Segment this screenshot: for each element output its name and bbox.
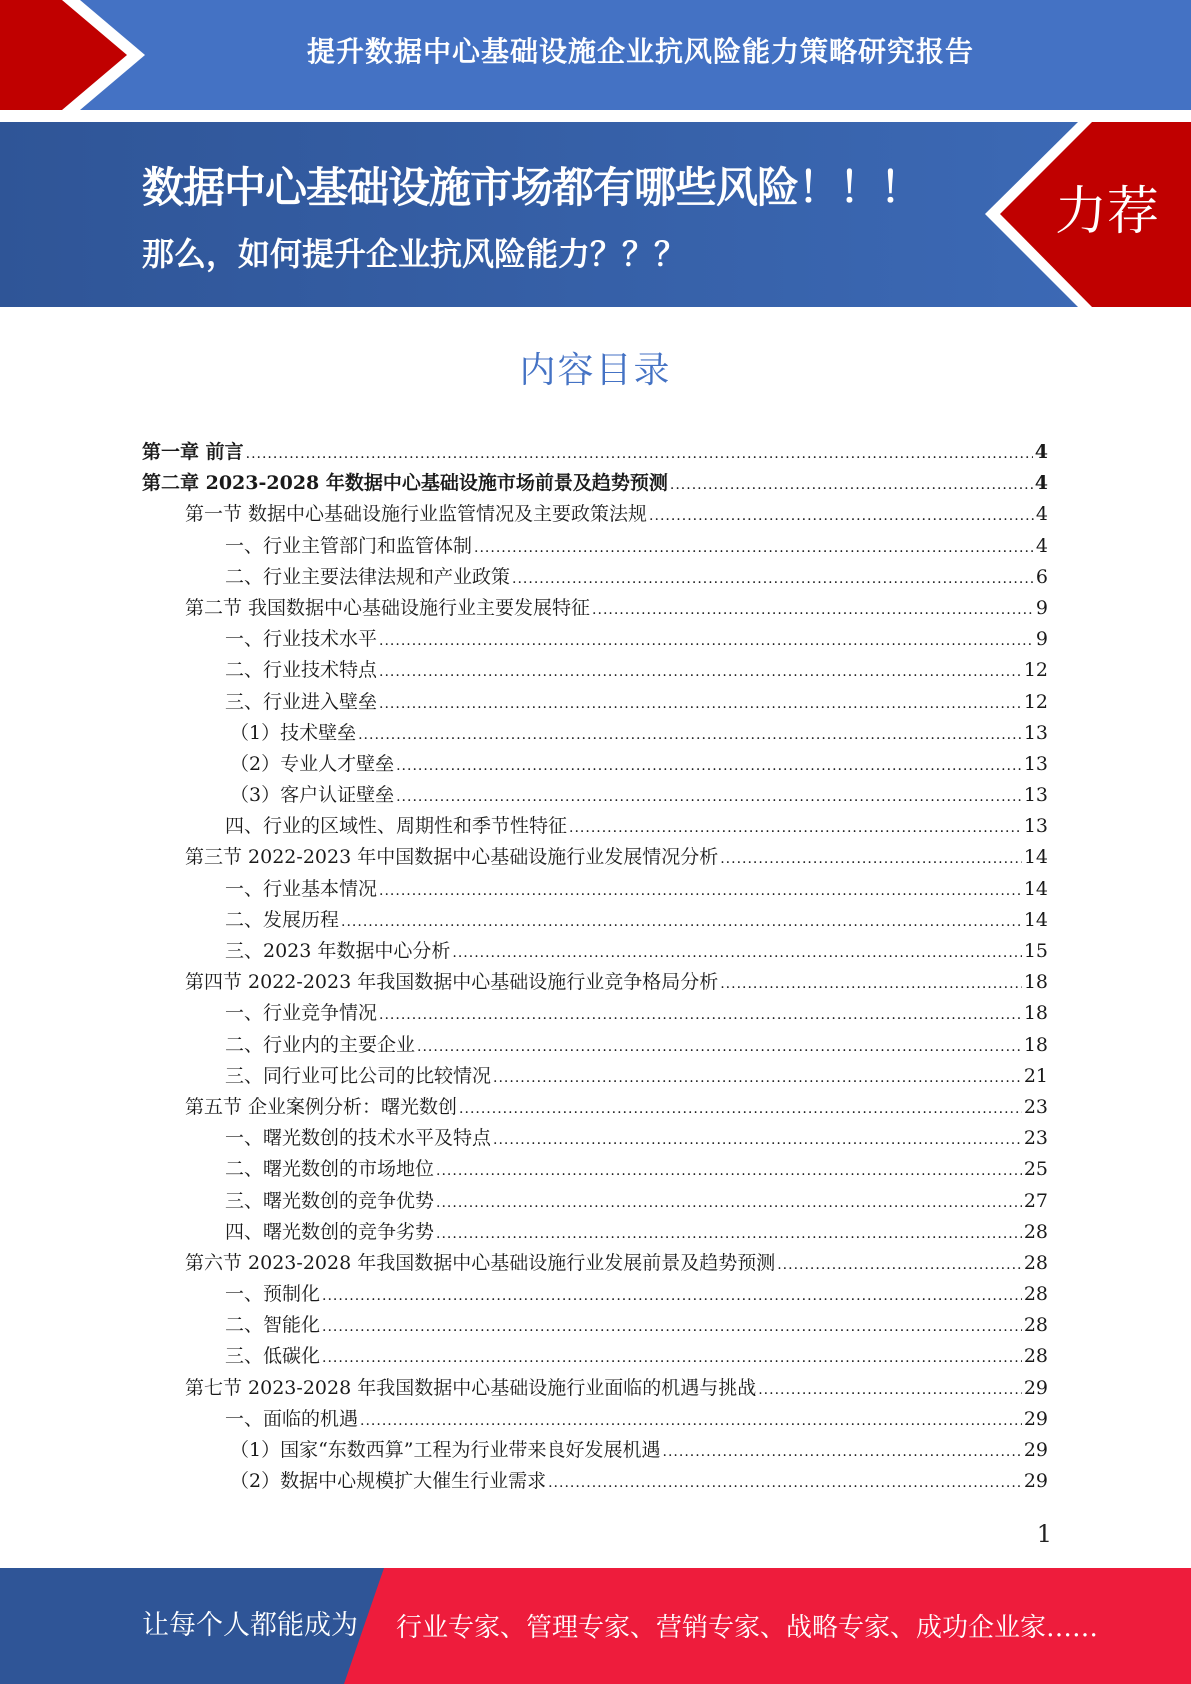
toc-leader-dots	[379, 626, 1034, 657]
toc-entry-page: 4	[1034, 472, 1048, 495]
toc-leader-dots	[379, 876, 1022, 907]
toc-title: 内容目录	[519, 350, 672, 391]
toc-leader-dots	[322, 1281, 1022, 1312]
toc-entry-text: 第一节 数据中心基础设施行业监管情况及主要政策法规	[185, 503, 648, 526]
toc-entry-text: 三、行业进入壁垒	[225, 690, 378, 713]
toc-leader-dots	[417, 1032, 1022, 1063]
toc-leader-dots	[720, 969, 1022, 1000]
page-number: 1	[1036, 1520, 1052, 1548]
toc-leader-dots	[474, 533, 1034, 564]
toc-entry-page: 18	[1023, 971, 1048, 994]
toc-entry[interactable]	[142, 1154, 1048, 1185]
toc-leader-dots	[548, 1468, 1022, 1499]
toc-entry-page: 28	[1023, 1314, 1048, 1337]
toc-entry-text: 第二节 我国数据中心基础设施行业主要发展特征	[185, 596, 591, 619]
toc-entry-page: 29	[1023, 1470, 1048, 1493]
toc-entry-page: 23	[1023, 1095, 1048, 1118]
toc-entry-text: 第二章 2023-2028 年数据中心基础设施市场前景及趋势预测	[142, 472, 668, 495]
toc-entry-page: 13	[1023, 752, 1048, 775]
toc-entry[interactable]	[142, 1186, 1048, 1217]
toc-entry[interactable]	[142, 624, 1048, 655]
toc-entry[interactable]	[142, 1466, 1048, 1497]
toc-leader-dots	[512, 564, 1034, 595]
toc-entry-text: 第六节 2023-2028 年我国数据中心基础设施行业发展前景及趋势预测	[185, 1251, 776, 1274]
footer-slogan-right: 行业专家、管理专家、营销专家、战略专家、成功企业家……	[396, 1613, 1099, 1643]
toc-entry-text: 一、预制化	[225, 1283, 321, 1306]
toc-leader-dots	[436, 1156, 1022, 1187]
top-banner	[0, 0, 1191, 112]
toc-entry-text: 第三节 2022-2023 年中国数据中心基础设施行业发展情况分析	[185, 846, 719, 869]
toc-entry[interactable]	[142, 998, 1048, 1029]
toc-entry-page: 21	[1023, 1064, 1048, 1087]
toc-entry-text: 二、发展历程	[225, 908, 340, 931]
toc-entry[interactable]	[142, 655, 1048, 686]
toc-leader-dots	[322, 1343, 1022, 1374]
toc-entry-page: 27	[1023, 1189, 1048, 1212]
toc-entry[interactable]	[142, 1373, 1048, 1404]
toc-entry-text: 三、2023 年数据中心分析	[225, 940, 451, 962]
toc-entry[interactable]	[142, 1061, 1048, 1092]
toc-entry-page: 25	[1023, 1158, 1048, 1181]
toc-entry-text: 一、面临的机遇	[225, 1407, 359, 1430]
toc-leader-dots	[663, 1437, 1022, 1468]
toc-entry[interactable]	[142, 967, 1048, 998]
toc-entry[interactable]	[142, 562, 1048, 593]
toc-entry[interactable]	[142, 1248, 1048, 1279]
toc-leader-dots	[360, 1406, 1022, 1437]
toc-entry-text: （3）客户认证壁垒	[230, 784, 395, 807]
toc-entry[interactable]	[142, 780, 1048, 811]
toc-entry[interactable]	[142, 936, 1048, 967]
recommend-badge: 力荐	[1055, 182, 1160, 242]
toc-entry-page: 18	[1023, 1002, 1048, 1025]
toc-leader-dots	[459, 1094, 1022, 1125]
footer-banner	[0, 1568, 1191, 1684]
toc-entry[interactable]	[142, 499, 1048, 530]
toc-entry-page: 23	[1023, 1127, 1048, 1150]
toc-entry-text: 第四节 2022-2023 年我国数据中心基础设施行业竞争格局分析	[185, 971, 719, 994]
toc-entry-page: 12	[1023, 659, 1048, 682]
toc-entry-text: 二、智能化	[225, 1314, 321, 1337]
toc-entry-text: 四、曙光数创的竞争劣势	[225, 1220, 435, 1243]
toc-leader-dots	[358, 720, 1022, 751]
toc-leader-dots	[777, 1250, 1022, 1281]
toc-leader-dots	[493, 1063, 1022, 1094]
toc-entry-page: 28	[1023, 1283, 1048, 1306]
toc-entry[interactable]	[142, 437, 1048, 468]
toc-entry-text: （2）专业人才壁垒	[230, 752, 395, 775]
toc-entry-text: （1）国家“东数西算”工程为行业带来良好发展机遇	[230, 1439, 661, 1461]
toc-entry-text: 一、行业技术水平	[225, 628, 378, 651]
toc-leader-dots	[670, 470, 1033, 501]
toc-leader-dots	[379, 657, 1022, 688]
toc-entry[interactable]	[142, 811, 1048, 842]
toc-entry-text: 二、行业技术特点	[225, 659, 378, 682]
hero-subheadline: 那么，如何提升企业抗风险能力？？？	[142, 235, 687, 273]
toc-entry-page: 6	[1035, 565, 1048, 588]
toc-entry[interactable]	[142, 1435, 1048, 1466]
toc-entry[interactable]	[142, 1279, 1048, 1310]
toc-entry[interactable]	[142, 842, 1048, 873]
hero-headline: 数据中心基础设施市场都有哪些风险！！！	[142, 163, 922, 212]
toc-entry-text: 第七节 2023-2028 年我国数据中心基础设施行业面临的机遇与挑战	[185, 1376, 757, 1399]
toc-entry-page: 15	[1023, 940, 1048, 962]
toc-entry-page: 9	[1035, 628, 1048, 651]
toc-entry-page: 28	[1023, 1345, 1048, 1368]
toc-leader-dots	[592, 595, 1034, 626]
toc-entry-text: 二、行业内的主要企业	[225, 1033, 416, 1056]
toc-entry[interactable]	[142, 1341, 1048, 1372]
footer-slogan-left: 让每个人都能成为	[142, 1610, 358, 1641]
toc-leader-dots	[436, 1188, 1022, 1219]
toc-entry-page: 18	[1023, 1033, 1048, 1056]
toc-entry-text: 一、行业基本情况	[225, 877, 378, 900]
toc-entry-text: 三、低碳化	[225, 1345, 321, 1368]
report-title: 提升数据中心基础设施企业抗风险能力策略研究报告	[306, 35, 974, 68]
toc-entry-page: 28	[1023, 1251, 1048, 1274]
toc-entry[interactable]	[142, 1404, 1048, 1435]
toc-entry[interactable]	[142, 593, 1048, 624]
toc-entry-text: 一、行业竞争情况	[225, 1002, 378, 1025]
toc-entry-page: 29	[1023, 1407, 1048, 1430]
toc-leader-dots	[246, 439, 1033, 470]
toc-entry-text: 第一章 前言	[142, 441, 244, 463]
toc-entry[interactable]	[142, 1217, 1048, 1248]
toc-leader-dots	[493, 1125, 1022, 1156]
toc-leader-dots	[379, 1000, 1022, 1031]
toc-leader-dots	[322, 1312, 1022, 1343]
toc-entry[interactable]	[142, 687, 1048, 718]
toc-entry[interactable]	[142, 749, 1048, 780]
toc-entry[interactable]	[142, 468, 1048, 499]
toc-entry[interactable]	[142, 531, 1048, 562]
toc-entry-text: 第五节 企业案例分析：曙光数创	[185, 1095, 458, 1118]
toc-entry-text: 三、同行业可比公司的比较情况	[225, 1064, 492, 1087]
toc-entry-page: 29	[1023, 1439, 1048, 1461]
toc-leader-dots	[758, 1375, 1022, 1406]
toc-entry[interactable]	[142, 1310, 1048, 1341]
toc-entry-page: 14	[1023, 846, 1048, 869]
toc-entry-text: 四、行业的区域性、周期性和季节性特征	[225, 815, 568, 838]
toc-entry-text: 二、行业主要法律法规和产业政策	[225, 565, 511, 588]
toc-leader-dots	[452, 938, 1021, 969]
toc-entry[interactable]	[142, 905, 1048, 936]
toc-entry-page: 13	[1023, 721, 1048, 744]
toc-leader-dots	[396, 751, 1022, 782]
toc-entry-page: 14	[1023, 908, 1048, 931]
toc-entry-text: （2）数据中心规模扩大催生行业需求	[230, 1470, 547, 1493]
hero-banner	[0, 122, 1191, 307]
toc-entry-page: 13	[1023, 815, 1048, 838]
toc-entry-text: 三、曙光数创的竞争优势	[225, 1189, 435, 1212]
toc-entry-text: 一、行业主管部门和监管体制	[225, 534, 473, 557]
toc-entry-page: 4	[1035, 534, 1048, 557]
toc-leader-dots	[649, 501, 1034, 532]
toc-entry-page: 28	[1023, 1220, 1048, 1243]
toc-entry[interactable]	[142, 1092, 1048, 1123]
toc-entry-page: 29	[1023, 1376, 1048, 1399]
toc-entry-page: 4	[1034, 441, 1048, 463]
toc-entry[interactable]	[142, 874, 1048, 905]
toc-leader-dots	[436, 1219, 1022, 1250]
toc-entry-text: （1）技术壁垒	[230, 721, 357, 744]
toc-leader-dots	[379, 689, 1022, 720]
toc-entry-page: 4	[1035, 503, 1048, 526]
toc-leader-dots	[569, 813, 1022, 844]
toc-leader-dots	[341, 907, 1022, 938]
toc-leader-dots	[396, 782, 1022, 813]
toc-entry[interactable]	[142, 1123, 1048, 1154]
toc-entry-page: 13	[1023, 784, 1048, 807]
toc-entry-text: 一、曙光数创的技术水平及特点	[225, 1127, 492, 1150]
toc-entry-text: 二、曙光数创的市场地位	[225, 1158, 435, 1181]
table-of-contents	[142, 437, 1048, 1497]
toc-entry[interactable]	[142, 718, 1048, 749]
toc-entry-page: 14	[1023, 877, 1048, 900]
toc-entry-page: 12	[1023, 690, 1048, 713]
toc-entry[interactable]	[142, 1030, 1048, 1061]
toc-entry-page: 9	[1035, 596, 1048, 619]
toc-leader-dots	[720, 844, 1022, 875]
